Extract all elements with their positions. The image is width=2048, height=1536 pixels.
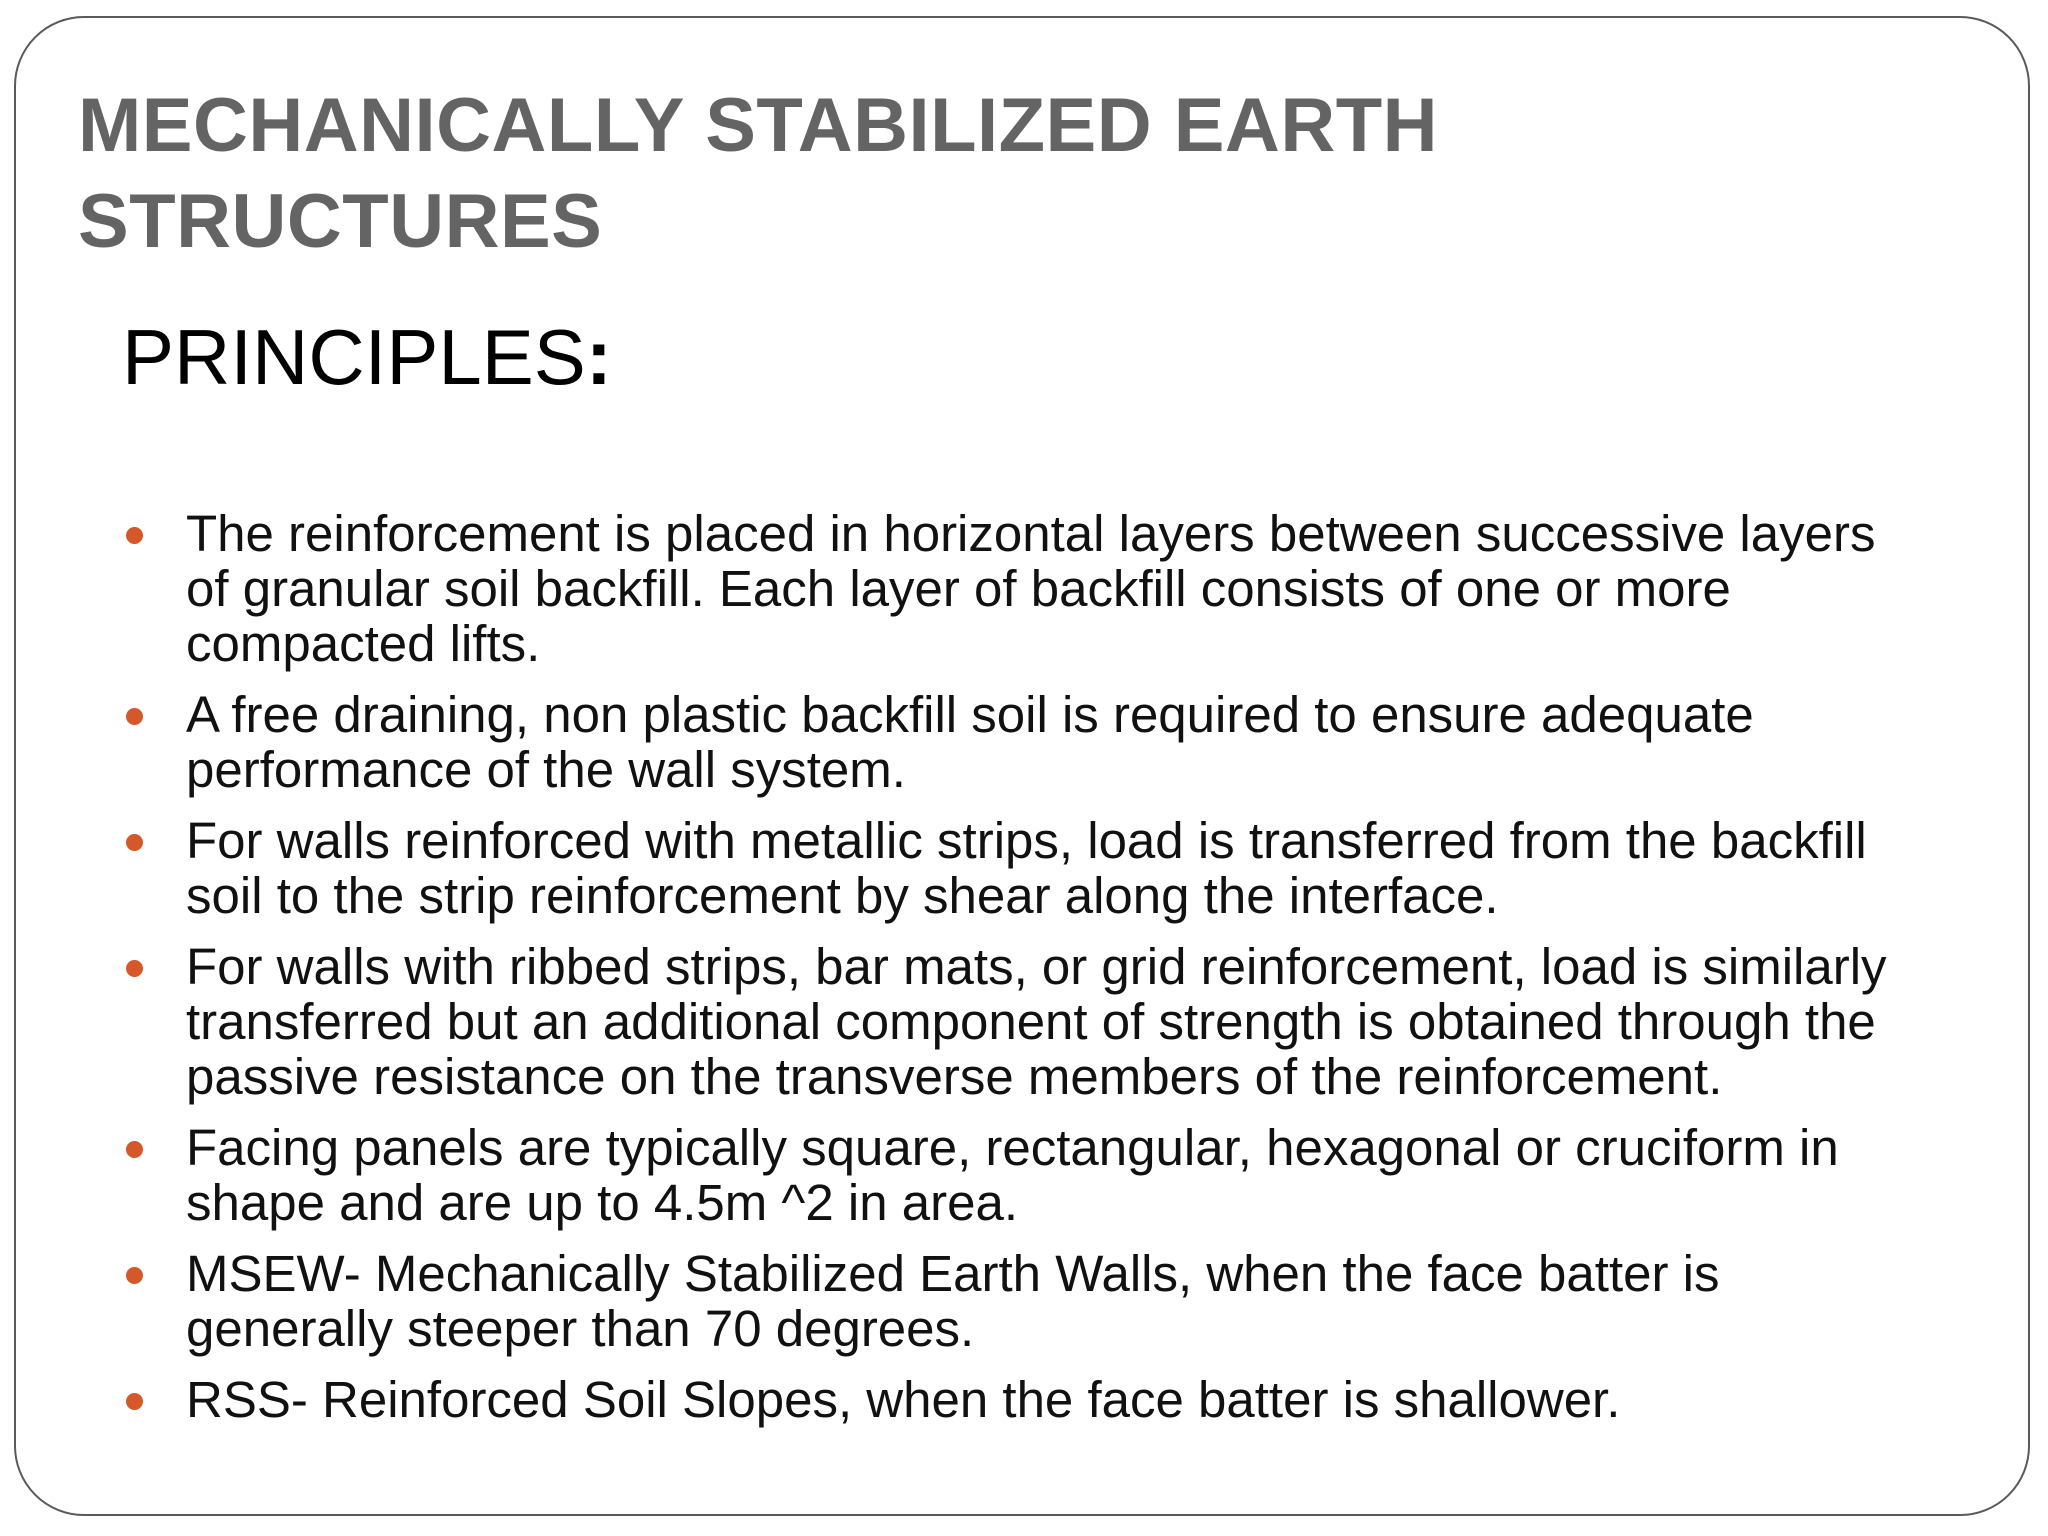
section-heading-text: PRINCIPLES bbox=[122, 313, 586, 401]
bullet-item bbox=[122, 939, 1922, 1104]
bullet-dot-icon bbox=[126, 1141, 143, 1158]
bullet-list bbox=[122, 506, 1922, 1443]
bullet-dot-icon bbox=[126, 960, 143, 977]
bullet-dot-icon bbox=[126, 1393, 143, 1410]
bullet-text: Facing panels are typically square, rectangular, hexagonal or cruciform in shape and are up to 4.5m ^2 in area. bbox=[186, 1119, 1839, 1231]
bullet-text: The reinforcement is placed in horizontal layers between successive layers of granular soil backfill. Each layer of backfill consists of one or more compacted lifts. bbox=[186, 505, 1876, 672]
slide-title bbox=[78, 78, 1438, 270]
title-line-2: STRUCTURES bbox=[78, 179, 603, 264]
bullet-item bbox=[122, 1120, 1922, 1230]
bullet-text: RSS- Reinforced Soil Slopes, when the face batter is shallower. bbox=[186, 1371, 1621, 1428]
bullet-item bbox=[122, 687, 1922, 797]
bullet-item bbox=[122, 1372, 1922, 1427]
bullet-item bbox=[122, 1246, 1922, 1356]
bullet-text: A free draining, non plastic backfill soil is required to ensure adequate performance of the wall system. bbox=[186, 686, 1754, 798]
section-heading bbox=[122, 312, 612, 402]
title-line-1: MECHANICALLY STABILIZED EARTH bbox=[78, 83, 1439, 168]
bullet-dot-icon bbox=[126, 708, 143, 725]
bullet-text: For walls with ribbed strips, bar mats, or grid reinforcement, load is similarly transferred but an additional component of strength is obtained through the passive resistance on the transverse members of the reinforcement. bbox=[186, 938, 1887, 1105]
section-heading-colon: : bbox=[585, 313, 612, 401]
bullet-item bbox=[122, 506, 1922, 671]
bullet-item bbox=[122, 813, 1922, 923]
bullet-dot-icon bbox=[126, 527, 143, 544]
bullet-text: For walls reinforced with metallic strips, load is transferred from the backfill soil to the strip reinforcement by shear along the interface. bbox=[186, 812, 1867, 924]
bullet-text: MSEW- Mechanically Stabilized Earth Walls, when the face batter is generally steeper than 70 degrees. bbox=[186, 1245, 1720, 1357]
bullet-dot-icon bbox=[126, 834, 143, 851]
bullet-dot-icon bbox=[126, 1267, 143, 1284]
